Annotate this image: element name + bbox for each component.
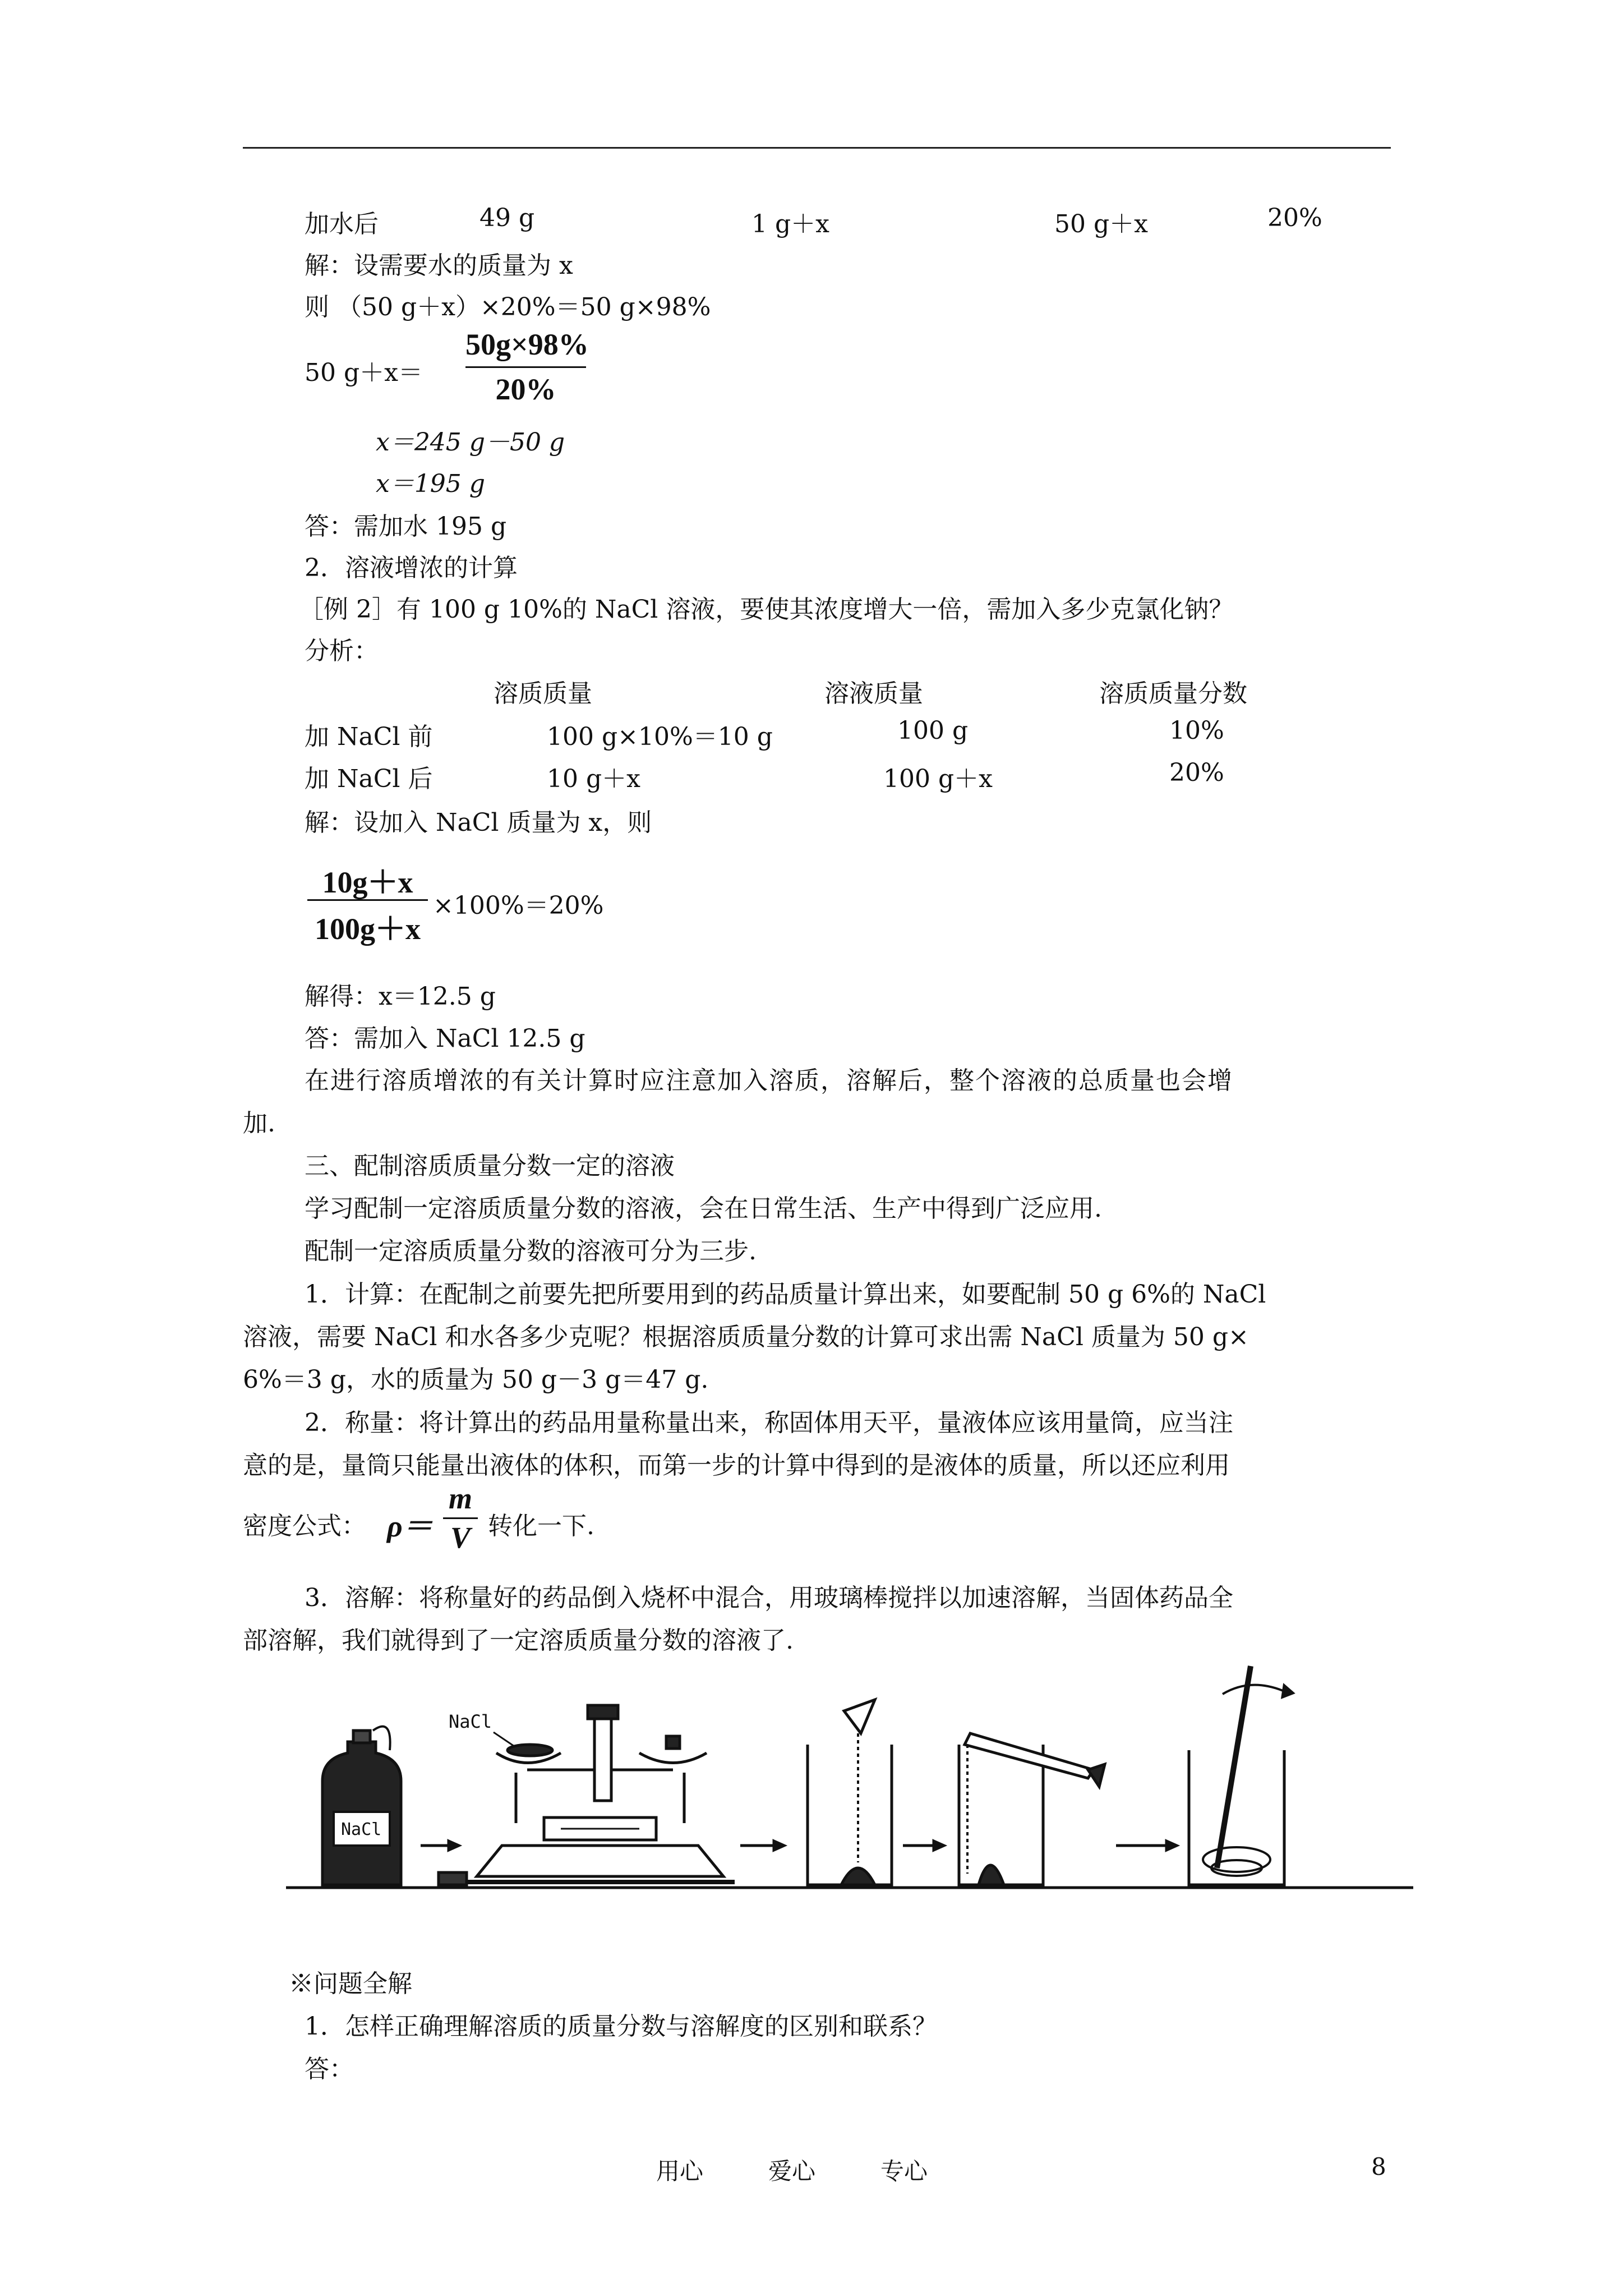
page-number: 8 [1371, 2153, 1386, 2180]
beaker-stirring-icon [1189, 1666, 1293, 1885]
balance-scale-icon [449, 1705, 735, 1882]
solution2-fraction-denominator: 100g＋x [315, 912, 421, 946]
solution1-answer: 答：需加水 195 g [305, 512, 507, 541]
section2-title: 2．溶液增浓的计算 [305, 554, 518, 582]
note-line2: 加. [243, 1109, 275, 1138]
footer-item-2: 爱心 [768, 2157, 816, 2185]
beaker-pouring-icon [808, 1700, 892, 1885]
table-row2-fraction: 20% [1169, 758, 1224, 787]
solution1-line1: 解：设需要水的质量为 x [305, 251, 573, 280]
solution-preparation-figure [280, 1660, 1424, 1902]
table-row1-solution: 100 g [897, 716, 969, 745]
solution2-fraction-bar [307, 899, 428, 901]
step2-line3-prefix: 密度公式： [243, 1512, 366, 1540]
table-row2-label: 加 NaCl 后 [305, 765, 433, 793]
section3-title: 三、配制溶质质量分数一定的溶液 [305, 1152, 675, 1180]
row-label: 加水后 [305, 210, 379, 238]
row-solution-mass: 50 g＋x [1054, 210, 1148, 238]
beaker-cylinder-pouring-icon [959, 1733, 1105, 1885]
solution1-fraction-prefix: 50 g＋x＝ [305, 358, 423, 387]
row-water-mass: 1 g＋x [751, 210, 829, 238]
solution1-fraction-numerator: 50g×98% [465, 328, 589, 361]
solution2-fraction-numerator: 10g＋x [322, 866, 413, 899]
answer-1-label: 答： [305, 2055, 354, 2083]
density-denominator: V [450, 1521, 471, 1554]
balance-nacl-label: NaCl [449, 1711, 492, 1732]
analysis-label: 分析： [305, 637, 379, 665]
solution2-result: 解得：x＝12.5 g [305, 982, 496, 1011]
density-numerator: m [448, 1481, 472, 1515]
solution2-fraction-suffix: ×100%＝20% [433, 891, 604, 920]
solution2-line1: 解：设加入 NaCl 质量为 x，则 [305, 808, 652, 837]
step3-line1: 3．溶解：将称量好的药品倒入烧杯中混合，用玻璃棒搅拌以加速溶解，当固体药品全 [305, 1584, 1233, 1612]
solution2-answer: 答：需加入 NaCl 12.5 g [305, 1024, 585, 1053]
example2-text: ［例 2］有 100 g 10%的 NaCl 溶液，要使其浓度增大一倍，需加入多少克氯化钠？ [299, 595, 1234, 624]
table-header-solution: 溶液质量 [824, 679, 923, 708]
header-rule [243, 147, 1391, 149]
table-row1-fraction: 10% [1169, 716, 1224, 745]
solution1-fraction-denominator: 20% [495, 372, 556, 406]
table-row1-label: 加 NaCl 前 [305, 723, 433, 751]
table-row1-solute: 100 g×10%＝10 g [547, 723, 773, 751]
solution1-line5: x＝195 g [376, 470, 485, 498]
step1-line1: 1．计算：在配制之前要先把所要用到的药品质量计算出来，如要配制 50 g 6%的 NaCl [305, 1280, 1266, 1309]
weight-block-icon [439, 1872, 467, 1885]
step2-line2: 意的是，量筒只能量出液体的体积，而第一步的计算中得到的是液体的质量，所以还应利用 [243, 1451, 1230, 1480]
table-row2-solution: 100 g＋x [883, 765, 993, 793]
solution1-line2: 则 （50 g＋x）×20%＝50 g×98% [305, 293, 711, 321]
step2-line3-suffix: 转化一下. [488, 1512, 594, 1540]
solution1-line4: x＝245 g－50 g [376, 428, 565, 457]
intro-line1: 学习配制一定溶质质量分数的溶液，会在日常生活、生产中得到广泛应用. [305, 1194, 1102, 1223]
solution1-fraction-bar [465, 366, 586, 368]
table-header-fraction: 溶质质量分数 [1099, 679, 1247, 708]
table-header-solute: 溶质质量 [494, 679, 592, 708]
note-line1: 在进行溶质增浓的有关计算时应注意加入溶质，溶解后，整个溶液的总质量也会增 [305, 1066, 1233, 1095]
row-fraction: 20% [1267, 204, 1322, 232]
step1-line2: 溶液，需要 NaCl 和水各多少克呢？根据溶质质量分数的计算可求出需 NaCl 质量为 50 g× [243, 1323, 1249, 1351]
table-row2-solute: 10 g＋x [547, 765, 640, 793]
bottle-label: NaCl [341, 1820, 382, 1839]
step3-line2: 部溶解，我们就得到了一定溶质质量分数的溶液了. [243, 1626, 794, 1655]
density-fraction-bar [443, 1517, 478, 1519]
footer-item-1: 用心 [656, 2157, 704, 2185]
density-rho: ρ＝ [387, 1510, 433, 1543]
step2-line1: 2．称量：将计算出的药品用量称量出来，称固体用天平，量液体应该用量筒，应当注 [305, 1409, 1233, 1437]
reagent-bottle-icon [322, 1727, 401, 1885]
qa-title: ※问题全解 [289, 1970, 412, 1998]
question-1: 1．怎样正确理解溶质的质量分数与溶解度的区别和联系？ [305, 2012, 937, 2041]
row-solute-mass: 49 g [479, 204, 535, 232]
intro-line2: 配制一定溶质质量分数的溶液可分为三步. [305, 1237, 757, 1266]
footer-item-3: 专心 [880, 2157, 928, 2185]
step1-line3: 6%＝3 g，水的质量为 50 g－3 g＝47 g. [243, 1365, 709, 1394]
